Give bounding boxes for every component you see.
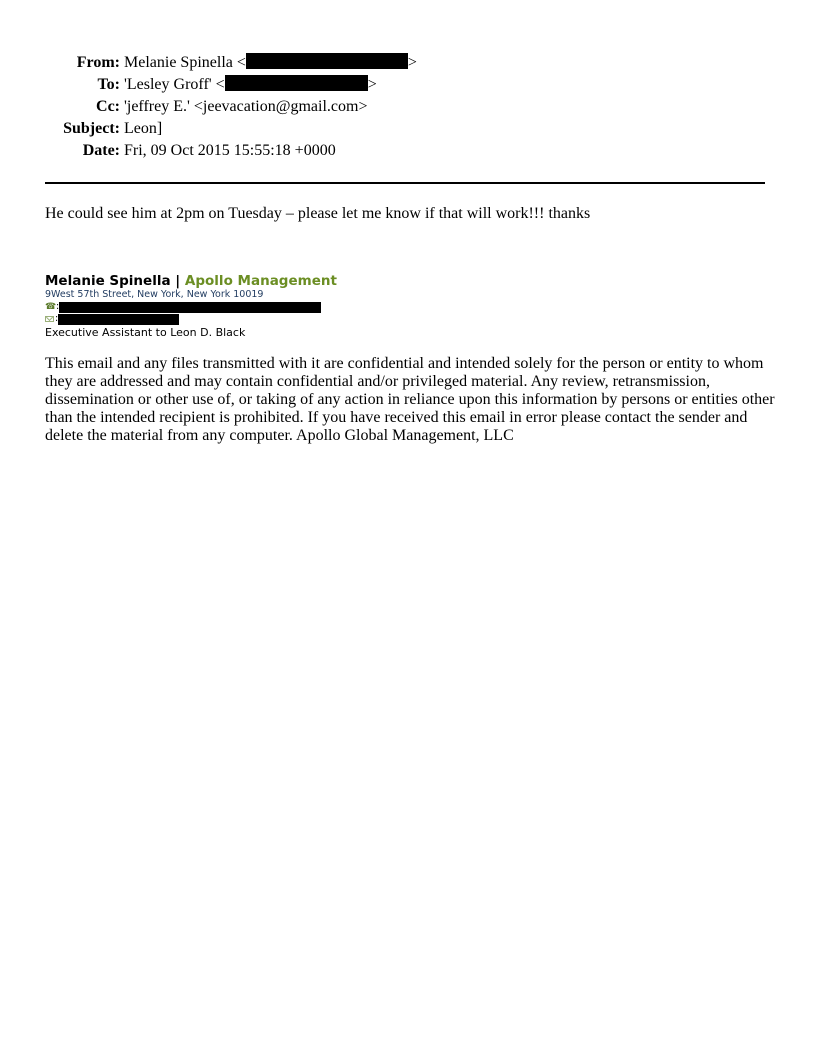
phone-separator: : [56,301,60,312]
subject-value: Leon] [124,120,163,137]
header-divider [45,182,765,184]
redaction-block [59,302,321,313]
date-value: Fri, 09 Oct 2015 15:55:18 +0000 [124,142,336,159]
to-label: To: [97,76,120,93]
to-value: 'Lesley Groff' < [124,76,225,93]
email-header [0,52,700,162]
message-body: He could see him at 2pm on Tuesday – please let me know if that will work!!! thanks [45,205,591,222]
date-label: Date: [82,142,120,159]
to-field [124,74,700,96]
to-row [0,74,700,96]
signature-title: Executive Assistant to Leon D. Black [45,326,246,339]
subject-row [0,118,700,140]
signature-name: Melanie Spinella [45,273,171,289]
confidentiality-disclaimer: This email and any files transmitted with it are confidential and intended solely for the person or entity to whom they are addressed and may contain confidential and/or privileged material. Any review, retransmission, dissemination or other use of, or taking of any action in reliance upon this information by persons or entities other than the intended recipient is prohibited. If you have received this email in error please contact the sender and delete the material from any computer. Apollo Global Management, LLC [45,355,775,444]
signature-name-line [45,273,337,289]
signature-email-line [45,313,337,325]
from-field [124,52,700,74]
mail-icon [45,316,54,322]
subject-label: Subject: [63,120,120,137]
signature-address: 9West 57th Street, New York, New York 10019 [45,289,264,300]
email-separator: : [55,313,59,324]
signature-company: Apollo Management [184,273,337,289]
signature-separator: | [170,273,185,289]
date-row [0,140,700,162]
phone-icon: ☎ [45,302,57,312]
cc-label: Cc: [96,98,120,115]
signature-phone-line [45,301,337,313]
cc-row [0,96,700,118]
redaction-block [58,314,179,325]
email-signature [45,273,337,340]
from-label: From: [76,54,120,71]
cc-value: 'jeffrey E.' <jeevacation@gmail.com> [124,98,368,115]
redaction-block [246,53,408,69]
redaction-block [225,75,368,91]
from-row [0,52,700,74]
to-suffix: > [367,76,377,93]
from-suffix: > [407,54,417,71]
from-value: Melanie Spinella < [124,54,246,71]
